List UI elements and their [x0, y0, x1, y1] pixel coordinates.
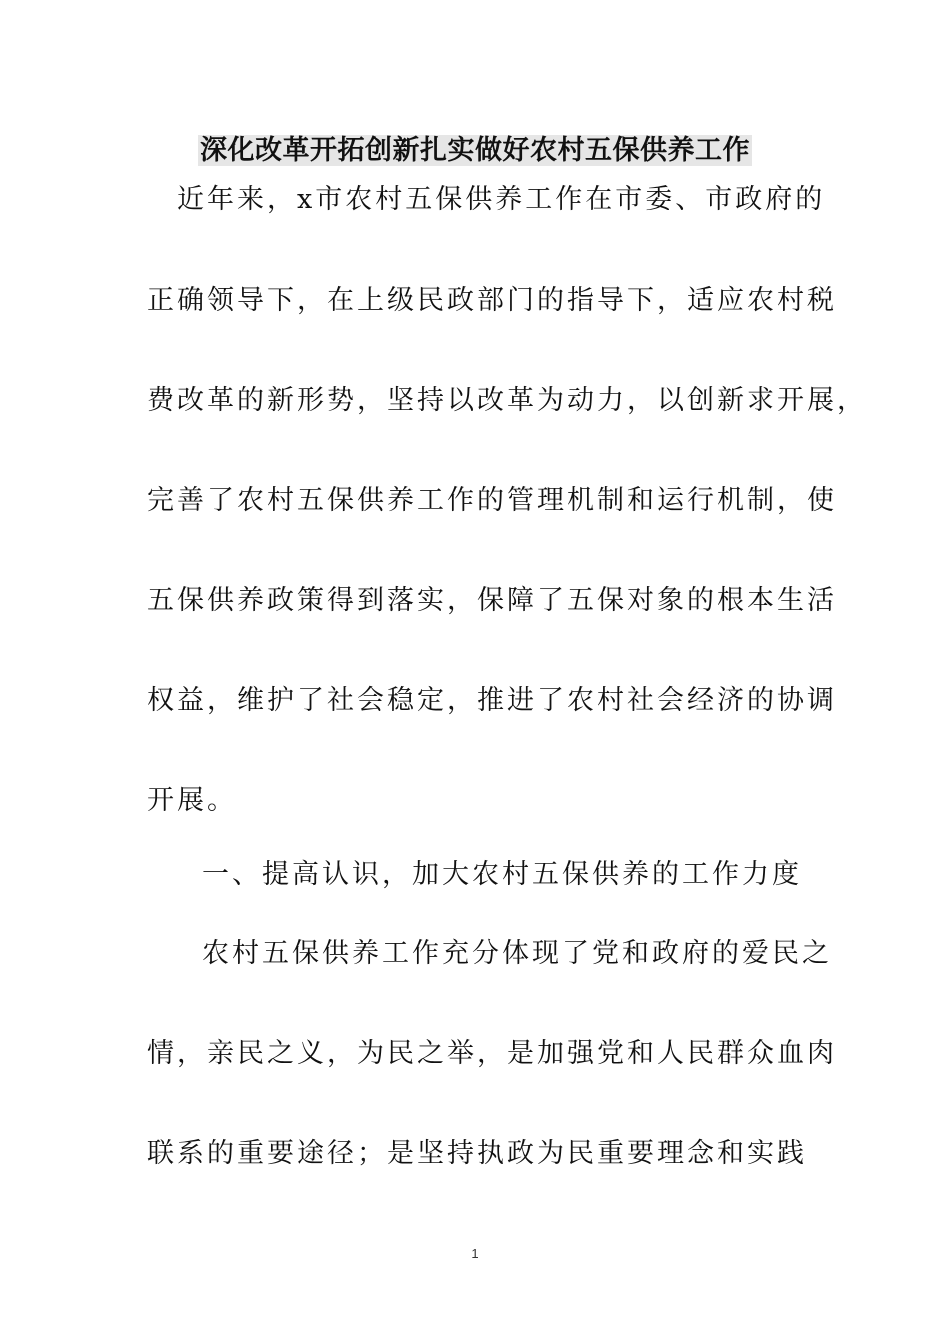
page-number: 1 [471, 1246, 479, 1261]
paragraph-line: 情，亲民之义，为民之举，是加强党和人民群众血肉 [147, 1038, 837, 1069]
paragraph-line: 开展。 [147, 785, 237, 816]
paragraph-line: 近年来，x市农村五保供养工作在市委、市政府的 [177, 184, 826, 215]
document-title-text: 深化改革开拓创新扎实做好农村五保供养工作 [200, 135, 750, 166]
paragraph-line: 权益，维护了社会稳定，推进了农村社会经济的协调 [147, 685, 837, 716]
paragraph-line: 五保供养政策得到落实，保障了五保对象的根本生活 [147, 585, 837, 616]
paragraph-line: 完善了农村五保供养工作的管理机制和运行机制，使 [147, 485, 837, 516]
paragraph-line: 联系的重要途径；是坚持执政为民重要理念和实践 [147, 1138, 807, 1169]
document-title [0, 133, 950, 169]
paragraph-line: 正确领导下，在上级民政部门的指导下，适应农村税 [147, 285, 837, 316]
paragraph-line: 费改革的新形势，坚持以改革为动力，以创新求开展， [147, 385, 867, 416]
paragraph-line: 农村五保供养工作充分体现了党和政府的爱民之 [202, 938, 832, 969]
section-heading: 一、提高认识，加大农村五保供养的工作力度 [202, 859, 802, 890]
